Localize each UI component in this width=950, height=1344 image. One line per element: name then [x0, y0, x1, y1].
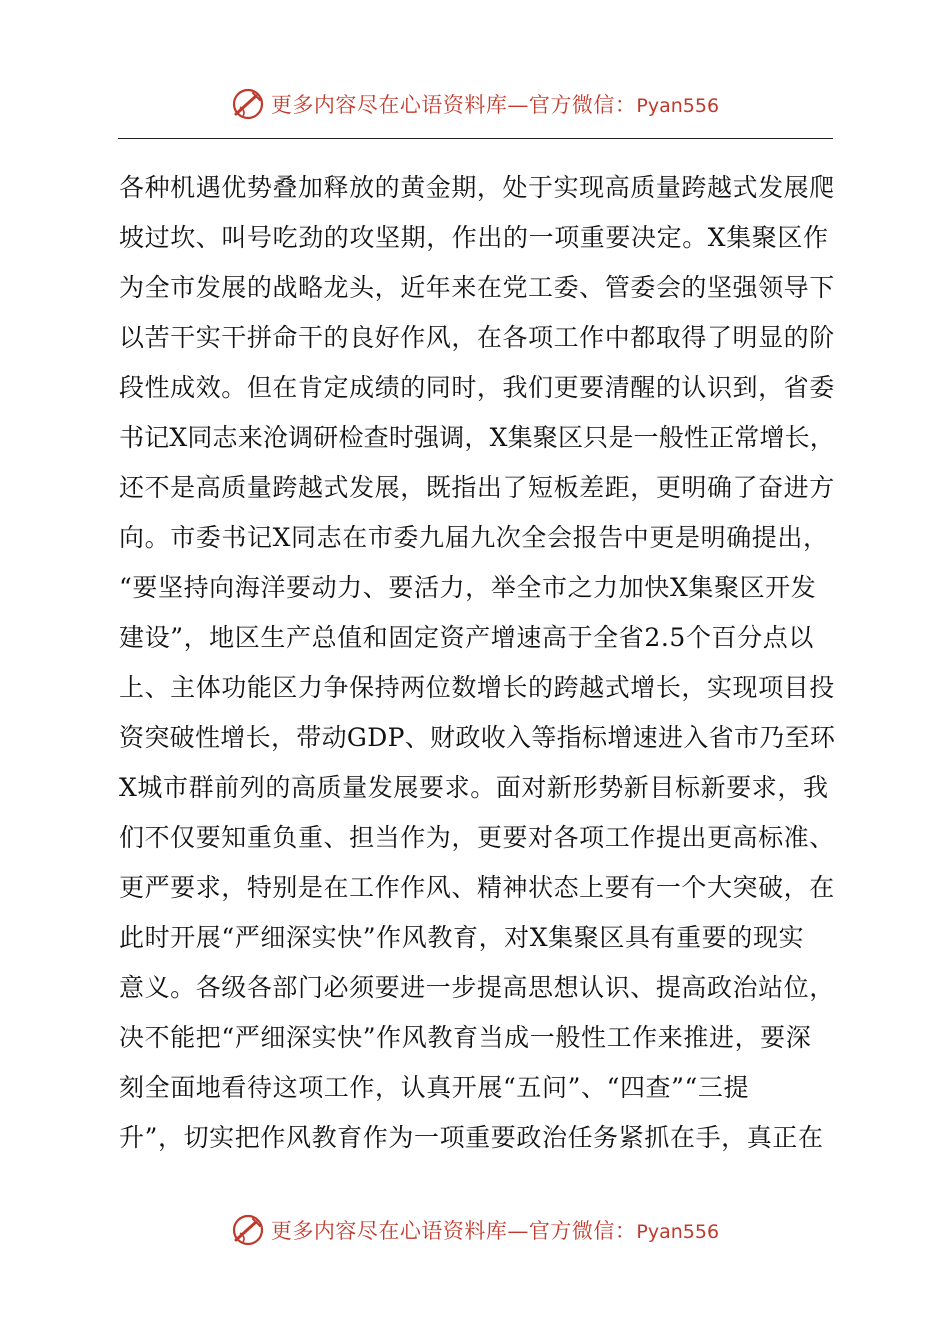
footer-wechat-id: Pyan556 [636, 1221, 720, 1243]
header-divider [118, 138, 833, 139]
body-line: 此时开展“严细深实快”作风教育，对X集聚区具有重要的现实 [119, 923, 805, 952]
body-line: 更严要求，特别是在工作作风、精神状态上要有一个大突破，在 [119, 873, 835, 902]
body-line: 决不能把“严细深实快”作风教育当成一般性工作来推进，要深 [119, 1023, 812, 1052]
body-line: “要坚持向海洋要动力、要活力，举全市之力加快X集聚区开发 [119, 573, 817, 602]
body-line: 为全市发展的战略龙头，近年来在党工委、管委会的坚强领导下 [119, 273, 835, 302]
body-line: 意义。各级各部门必须要进一步提高思想认识、提高政治站位， [119, 973, 835, 1002]
body-line: 还不是高质量跨越式发展，既指出了短板差距，更明确了奋进方 [119, 473, 835, 502]
body-line: 各种机遇优势叠加释放的黄金期，处于实现高质量跨越式发展爬 [119, 173, 835, 202]
body-line: 们不仅要知重负重、担当作为，更要对各项工作提出更高标准、 [119, 823, 835, 852]
footer-banner-text: 更多内容尽在心语资料库—官方微信：Pyan556 [270, 1219, 720, 1243]
body-line: 资突破性增长，带动GDP、财政收入等指标增速进入省市乃至环 [119, 723, 836, 752]
header-wechat-id: Pyan556 [636, 95, 720, 117]
body-line: 坡过坎、叫号吃劲的攻坚期，作出的一项重要决定。X集聚区作 [119, 223, 829, 252]
body-line: 书记X同志来沧调研检查时强调，X集聚区只是一般性正常增长， [119, 423, 835, 452]
body-line: 建设”，地区生产总值和固定资产增速高于全省2.5个百分点以 [119, 623, 814, 652]
header-banner [0, 82, 950, 126]
header-banner-text: 更多内容尽在心语资料库—官方微信：Pyan556 [270, 93, 720, 117]
body-line: 段性成效。但在肯定成绩的同时，我们更要清醒的认识到，省委 [119, 373, 835, 402]
body-line: 升”，切实把作风教育作为一项重要政治任务紧抓在手，真正在 [119, 1123, 824, 1152]
body-line: 刻全面地看待这项工作，认真开展“五问”、“四查”“三提 [119, 1073, 750, 1102]
body-line: 上、主体功能区力争保持两位数增长的跨越式增长，实现项目投 [119, 673, 835, 702]
body-line: X城市群前列的高质量发展要求。面对新形势新目标新要求，我 [119, 773, 829, 802]
document-body [119, 166, 835, 1166]
body-line: 向。市委书记X同志在市委九届九次全会报告中更是明确提出， [119, 523, 829, 552]
body-line: 以苦干实干拼命干的良好作风，在各项工作中都取得了明显的阶 [119, 323, 835, 352]
pen-logo-icon [231, 87, 265, 121]
pen-logo-icon [231, 1213, 265, 1247]
footer-banner [0, 1208, 950, 1252]
